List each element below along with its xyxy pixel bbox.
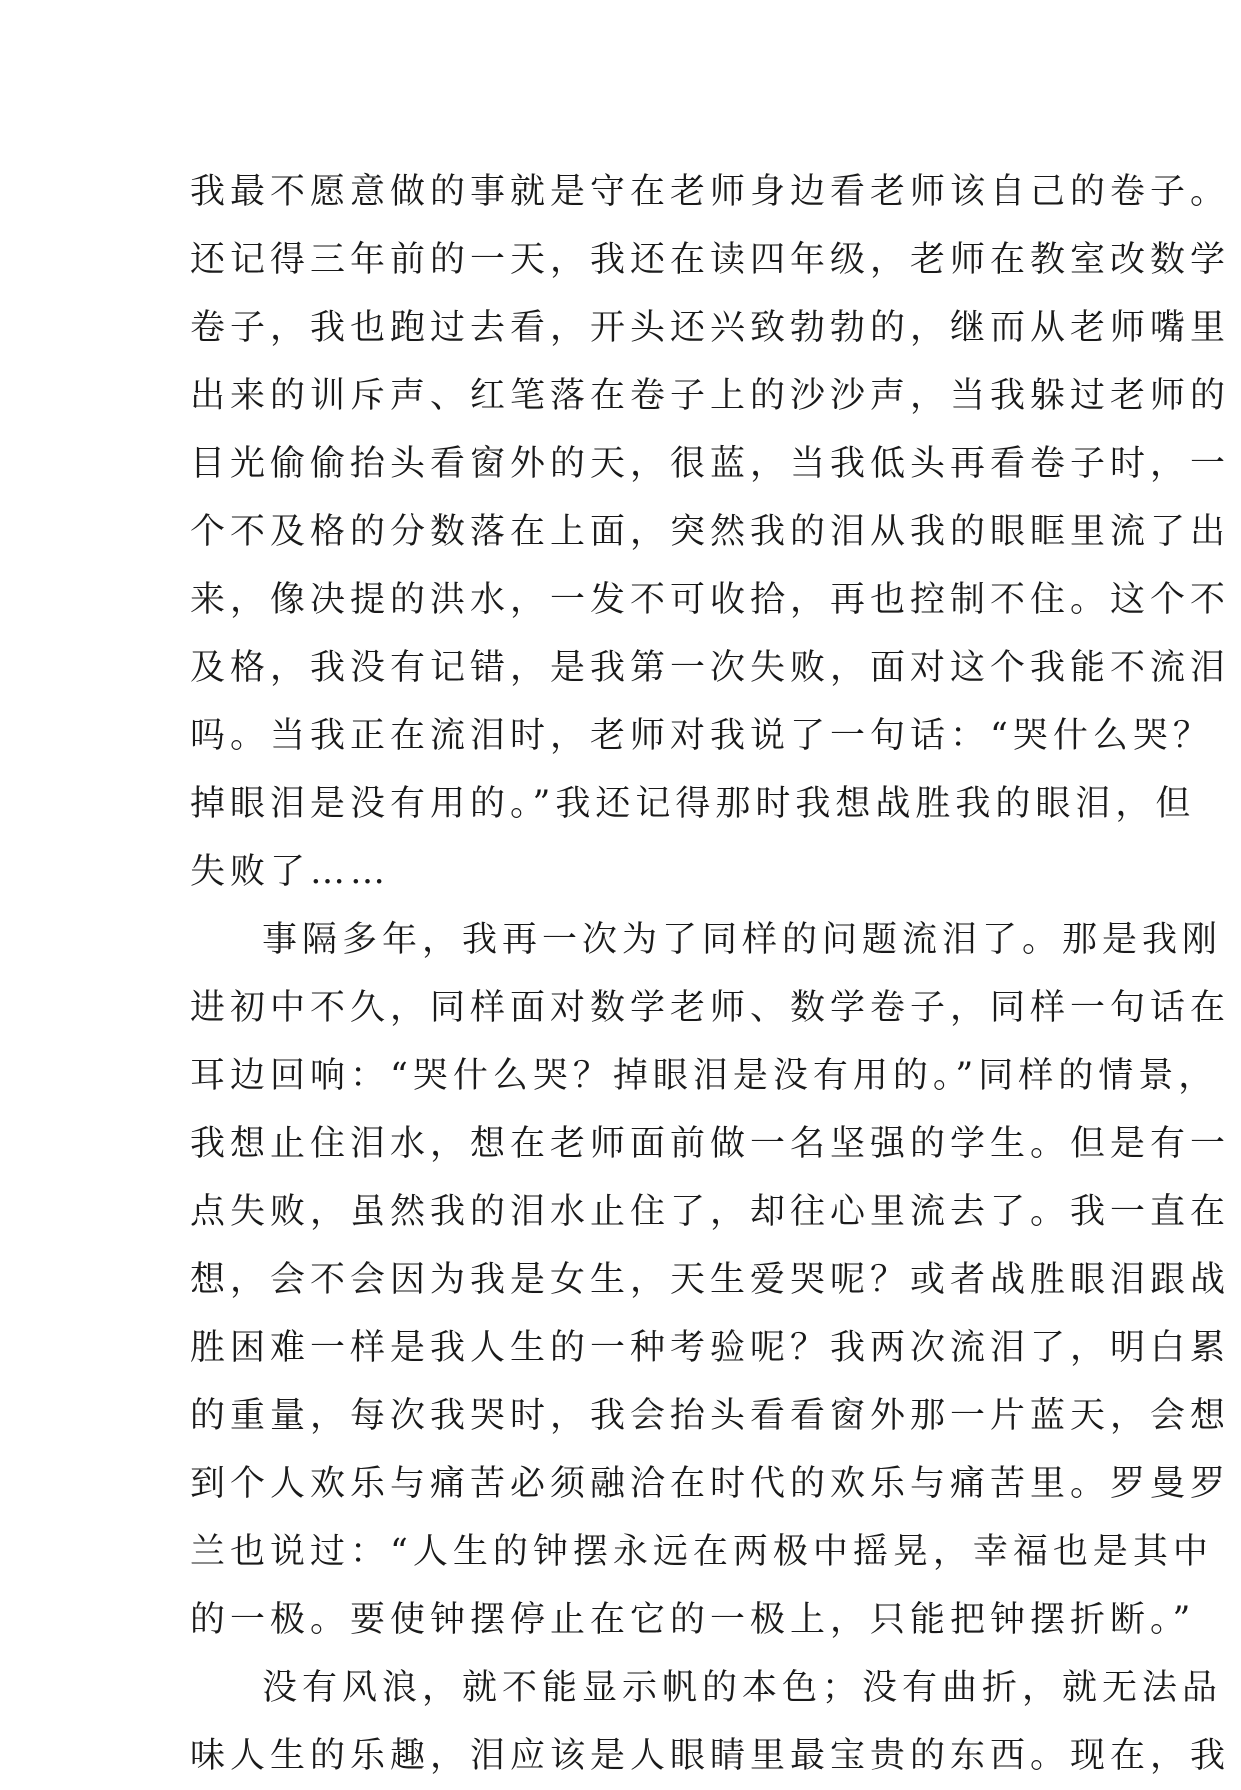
text-line: 失败了……	[190, 852, 391, 892]
text-line: 到个人欢乐与痛苦必须融洽在时代的欢乐与痛苦里。罗曼罗	[190, 1464, 1231, 1504]
text-line: 个不及格的分数落在上面，突然我的泪从我的眼眶里流了出	[190, 512, 1231, 552]
text-line: 还记得三年前的一天，我还在读四年级，老师在教室改数学	[190, 240, 1231, 280]
text-line: 我最不愿意做的事就是守在老师身边看老师该自己的卷子。	[190, 172, 1231, 212]
text-line: 目光偷偷抬头看窗外的天，很蓝，当我低头再看卷子时，一	[190, 444, 1231, 484]
body-text	[190, 158, 1231, 1790]
text-line: 的重量，每次我哭时，我会抬头看看窗外那一片蓝天，会想	[190, 1396, 1231, 1436]
text-line: 掉眼泪是没有用的。”我还记得那时我想战胜我的眼泪，但	[190, 784, 1196, 824]
text-line: 胜困难一样是我人生的一种考验呢？我两次流泪了，明白累	[190, 1328, 1231, 1368]
text-line: 吗。当我正在流泪时，老师对我说了一句话：“哭什么哭？	[190, 716, 1213, 756]
text-line: 的一极。要使钟摆停止在它的一极上，只能把钟摆折断。”	[190, 1600, 1196, 1640]
text-line: 出来的训斥声、红笔落在卷子上的沙沙声，当我躲过老师的	[190, 376, 1231, 416]
paragraph-start-line: 没有风浪，就不能显示帆的本色；没有曲折，就无法品	[262, 1668, 1223, 1708]
text-line: 味人生的乐趣，泪应该是人眼睛里最宝贵的东西。现在，我	[190, 1736, 1231, 1776]
paragraph-start-line: 事隔多年，我再一次为了同样的问题流泪了。那是我刚	[262, 920, 1223, 960]
text-line: 耳边回响：“哭什么哭？掉眼泪是没有用的。”同样的情景，	[190, 1056, 1219, 1096]
text-line: 进初中不久，同样面对数学老师、数学卷子，同样一句话在	[190, 988, 1231, 1028]
text-line: 想，会不会因为我是女生，天生爱哭呢？或者战胜眼泪跟战	[190, 1260, 1231, 1300]
text-line: 来，像决提的洪水，一发不可收拾，再也控制不住。这个不	[190, 580, 1231, 620]
text-line: 及格，我没有记错，是我第一次失败，面对这个我能不流泪	[190, 648, 1231, 688]
text-line: 点失败，虽然我的泪水止住了，却往心里流去了。我一直在	[190, 1192, 1231, 1232]
text-line: 卷子，我也跑过去看，开头还兴致勃勃的，继而从老师嘴里	[190, 308, 1231, 348]
text-line: 我想止住泪水，想在老师面前做一名坚强的学生。但是有一	[190, 1124, 1231, 1164]
text-line: 兰也说过：“人生的钟摆永远在两极中摇晃，幸福也是其中	[190, 1532, 1213, 1572]
